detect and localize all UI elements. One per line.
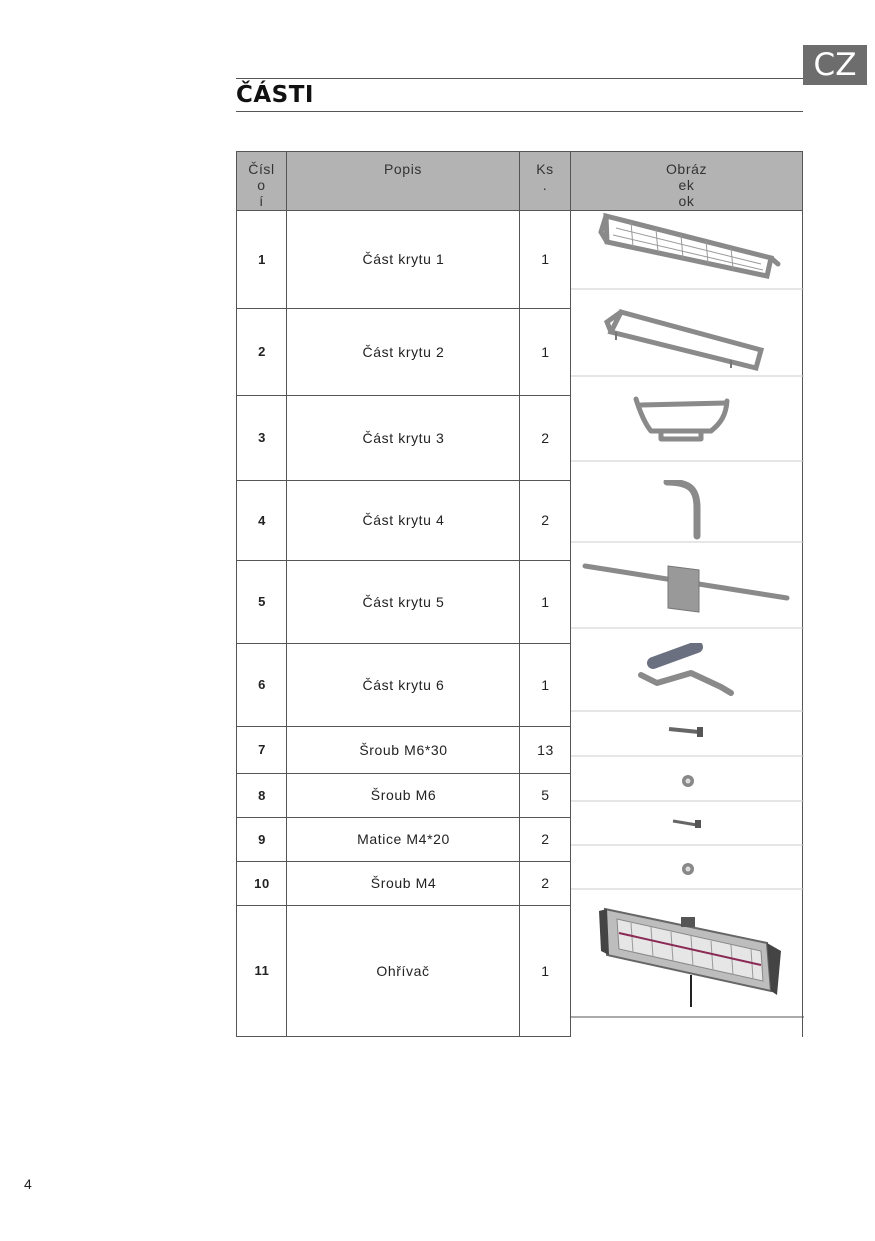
title-bottom-rule bbox=[236, 111, 803, 112]
row-description: Část krytu 6 bbox=[286, 643, 520, 727]
row-description: Část krytu 3 bbox=[286, 395, 520, 481]
row-number: 4 bbox=[236, 480, 287, 561]
row-number: 10 bbox=[236, 861, 287, 906]
row-quantity: 1 bbox=[519, 560, 571, 644]
row-number: 9 bbox=[236, 817, 287, 862]
row-description: Šroub M6 bbox=[286, 773, 520, 818]
row-quantity: 2 bbox=[519, 817, 571, 862]
row-number: 7 bbox=[236, 726, 287, 774]
row-number: 5 bbox=[236, 560, 287, 644]
row-quantity: 5 bbox=[519, 773, 571, 818]
row-quantity: 1 bbox=[519, 210, 571, 309]
row-description: Ohřívač bbox=[286, 905, 520, 1037]
page-title: ČÁSTI bbox=[236, 82, 314, 108]
row-number: 1 bbox=[236, 210, 287, 309]
row-quantity: 2 bbox=[519, 395, 571, 481]
small-nut-icon bbox=[570, 861, 803, 906]
row-description: Část krytu 5 bbox=[286, 560, 520, 644]
header-description: Popis bbox=[286, 151, 520, 211]
row-quantity: 13 bbox=[519, 726, 571, 774]
row-description: Část krytu 4 bbox=[286, 480, 520, 561]
row-description: Šroub M6*30 bbox=[286, 726, 520, 774]
row-description: Část krytu 2 bbox=[286, 308, 520, 396]
header-image: Obráz ek ok bbox=[570, 151, 803, 211]
row-quantity: 1 bbox=[519, 308, 571, 396]
row-quantity: 1 bbox=[519, 905, 571, 1037]
nut-icon bbox=[570, 773, 803, 818]
language-badge: CZ bbox=[803, 45, 867, 85]
page-number: 4 bbox=[24, 1176, 32, 1192]
long-screw-icon bbox=[570, 726, 803, 774]
row-number: 6 bbox=[236, 643, 287, 727]
cover-frame-bar-icon bbox=[570, 308, 803, 396]
row-number: 11 bbox=[236, 905, 287, 1037]
row-description: Část krytu 1 bbox=[286, 210, 520, 309]
row-quantity: 1 bbox=[519, 643, 571, 727]
short-screw-icon bbox=[570, 817, 803, 862]
row-number: 2 bbox=[236, 308, 287, 396]
heater-icon bbox=[570, 905, 803, 1037]
bent-bracket-icon bbox=[570, 395, 803, 481]
row-description: Matice M4*20 bbox=[286, 817, 520, 862]
title-top-rule bbox=[236, 78, 803, 79]
cover-frame-mesh-icon bbox=[570, 210, 803, 309]
row-quantity: 2 bbox=[519, 480, 571, 561]
row-number: 8 bbox=[236, 773, 287, 818]
rod-with-plate-icon bbox=[570, 560, 803, 644]
header-quantity: Ks . bbox=[519, 151, 571, 211]
row-number: 3 bbox=[236, 395, 287, 481]
header-number: Čísl o í bbox=[236, 151, 287, 211]
row-quantity: 2 bbox=[519, 861, 571, 906]
bent-pipe-icon bbox=[570, 480, 803, 561]
row-description: Šroub M4 bbox=[286, 861, 520, 906]
handle-bracket-icon bbox=[570, 643, 803, 727]
